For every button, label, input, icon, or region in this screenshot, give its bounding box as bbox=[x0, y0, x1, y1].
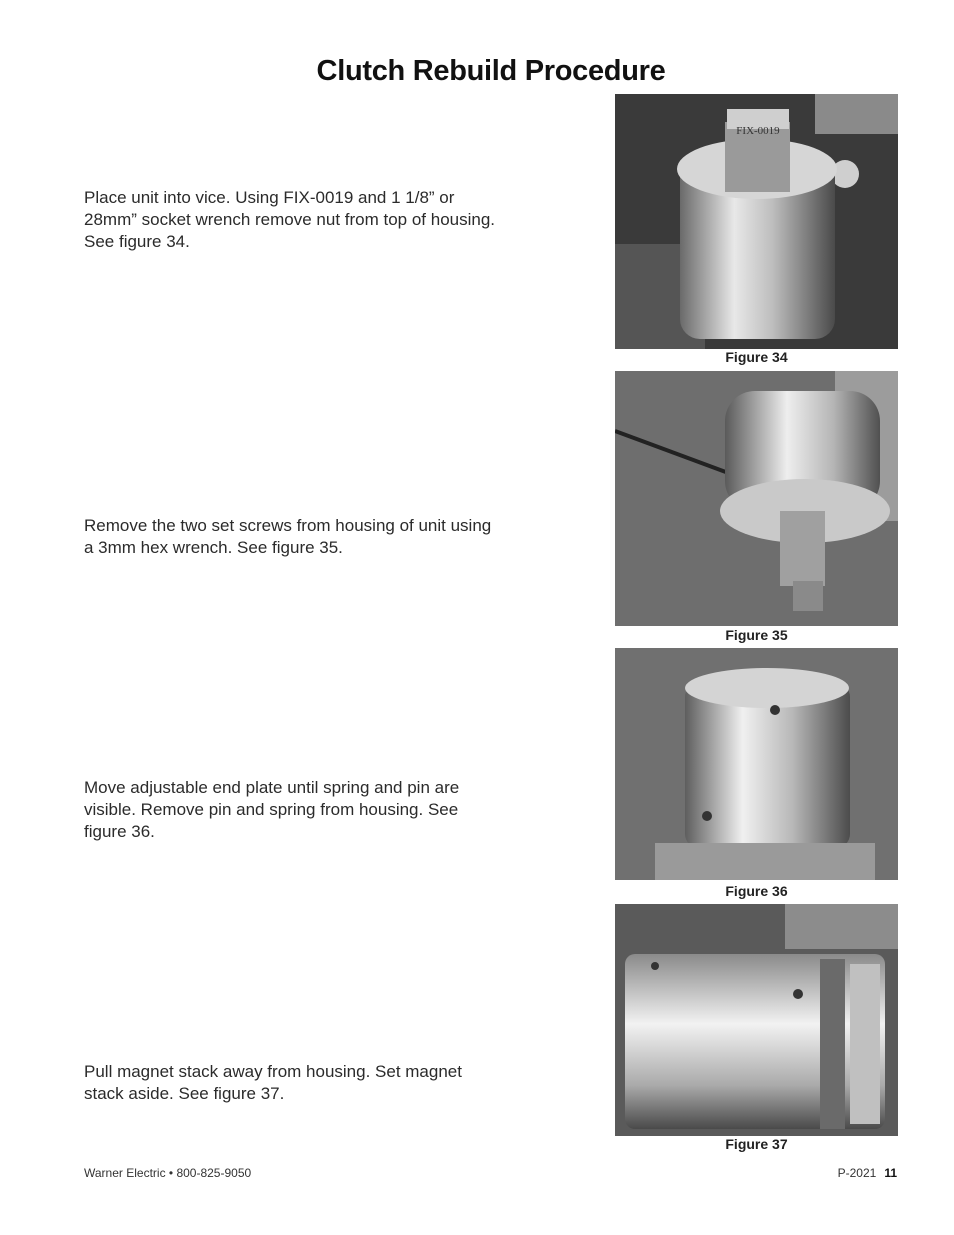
figure-35-caption: Figure 35 bbox=[725, 627, 788, 643]
step-2-text: Remove the two set screws from housing of unit using a 3mm hex wrench. See figure 35. bbox=[84, 516, 492, 557]
page-title: Clutch Rebuild Procedure bbox=[316, 55, 666, 87]
figure-36-photo bbox=[615, 648, 898, 880]
figure-36-caption: Figure 36 bbox=[725, 883, 788, 899]
figure-34-photo bbox=[615, 94, 898, 349]
figure-37-photo bbox=[615, 904, 898, 1136]
footer-page-info bbox=[838, 1166, 897, 1180]
page-number: 11 bbox=[884, 1166, 897, 1180]
step-1-text: Place unit into vice. Using FIX-0019 and 1 1/8” or 28mm” socket wrench remove nut from top of housing. See figure 34. bbox=[84, 188, 496, 251]
footer-doc-number: P-2021 bbox=[837, 1166, 877, 1180]
step-4-text: Pull magnet stack away from housing. Set magnet stack aside. See figure 37. bbox=[84, 1062, 462, 1103]
figure-34-caption: Figure 34 bbox=[725, 349, 788, 365]
figure-34-engraving: FIX-0019 bbox=[736, 125, 780, 137]
step-3-text: Move adjustable end plate until spring and pin are visible. Remove pin and spring from housing. See figure 36. bbox=[84, 778, 460, 841]
figure-37-caption: Figure 37 bbox=[725, 1136, 788, 1152]
figure-35-photo bbox=[615, 371, 898, 626]
footer-company: Warner Electric • 800-825-9050 bbox=[84, 1166, 252, 1180]
